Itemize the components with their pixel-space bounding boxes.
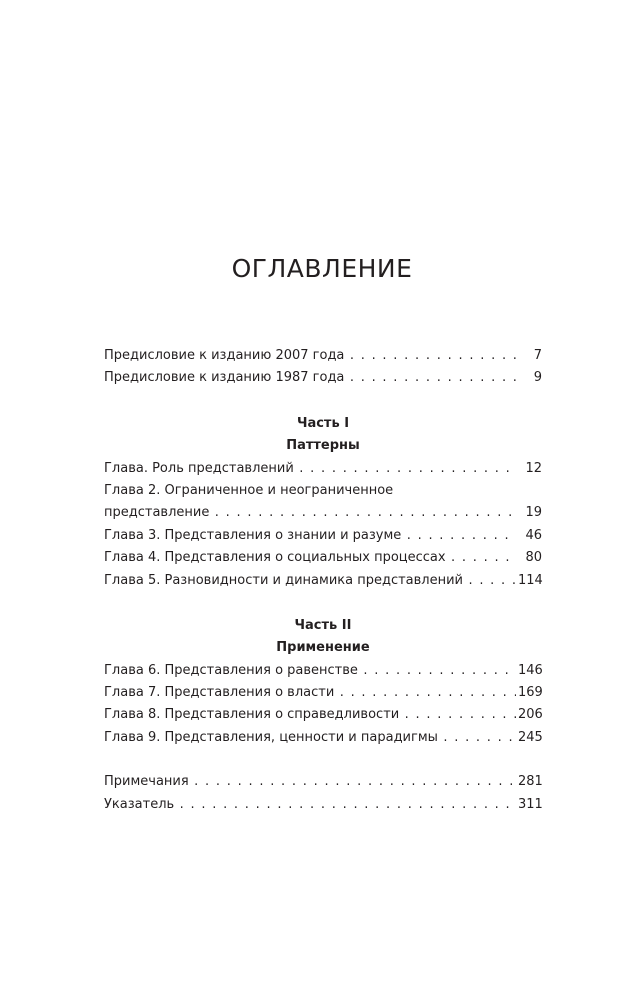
table-of-contents: [104, 345, 542, 816]
toc-entry-chapter-2[interactable]: [104, 480, 542, 525]
toc-entry-title: Примечания . . .: [104, 771, 516, 793]
toc-entry-chapter-7[interactable]: [104, 682, 542, 704]
toc-entry-chapter-4[interactable]: [104, 547, 542, 569]
toc-entry-preface-1987[interactable]: [104, 367, 542, 389]
toc-entry-title: Предисловие к изданию 2007 года . . .: [104, 345, 516, 367]
toc-entry-chapter-5[interactable]: [104, 570, 542, 592]
toc-entry-title: Указатель . . .: [104, 794, 516, 816]
toc-entry-title-line2: представление . . .: [104, 502, 516, 524]
toc-entry-title: Глава 9. Представления, ценности и парадигмы . . .: [104, 727, 516, 749]
toc-entry-title: Глава. Роль представлений . . .: [104, 458, 516, 480]
toc-entry-page: 80: [518, 547, 542, 569]
toc-entry-title: Глава 4. Представления о социальных процессах . . .: [104, 547, 516, 569]
part-2-name: Применение: [276, 640, 370, 656]
toc-entry-chapter-1[interactable]: [104, 458, 542, 480]
part-2-label: Часть II: [294, 617, 352, 633]
toc-entry-page: 206: [518, 704, 542, 726]
toc-entry-title: Глава 5. Разновидности и динамика представлений . . .: [104, 570, 516, 592]
toc-entry-page: 245: [518, 727, 542, 749]
toc-entry-title-line1: Глава 2. Ограниченное и неограниченное: [104, 480, 393, 502]
toc-entry-title: Глава 6. Представления о равенстве . . .: [104, 660, 516, 682]
toc-entry-title: Глава 8. Представления о справедливости . . .: [104, 704, 516, 726]
toc-entry-page: 9: [518, 367, 542, 389]
toc-entry-notes[interactable]: [104, 771, 542, 793]
part-1-name: Паттерны: [286, 438, 360, 454]
toc-entry-page: 169: [518, 682, 542, 704]
toc-entry-page: 12: [518, 458, 542, 480]
toc-entry-page: 46: [518, 525, 542, 547]
page-title: ОГЛАВЛЕНИЕ: [231, 254, 413, 283]
toc-entry-title: Глава 7. Представления о власти . . .: [104, 682, 516, 704]
toc-entry-chapter-8[interactable]: [104, 704, 542, 726]
toc-entry-page: 146: [518, 660, 542, 682]
toc-entry-title: Глава 3. Представления о знании и разуме . . .: [104, 525, 516, 547]
toc-entry-page: 114: [518, 570, 542, 592]
toc-entry-chapter-6[interactable]: [104, 660, 542, 682]
toc-entry-page: 281: [518, 771, 542, 793]
toc-entry-chapter-3[interactable]: [104, 525, 542, 547]
toc-entry-index[interactable]: [104, 794, 542, 816]
toc-entry-page: 7: [518, 345, 542, 367]
toc-entry-page: 311: [518, 794, 542, 816]
toc-entry-chapter-9[interactable]: [104, 727, 542, 749]
toc-entry-page: 19: [518, 502, 542, 524]
toc-entry-title: Предисловие к изданию 1987 года . . .: [104, 367, 516, 389]
part-1-label: Часть I: [296, 415, 350, 431]
toc-entry-preface-2007[interactable]: [104, 345, 542, 367]
